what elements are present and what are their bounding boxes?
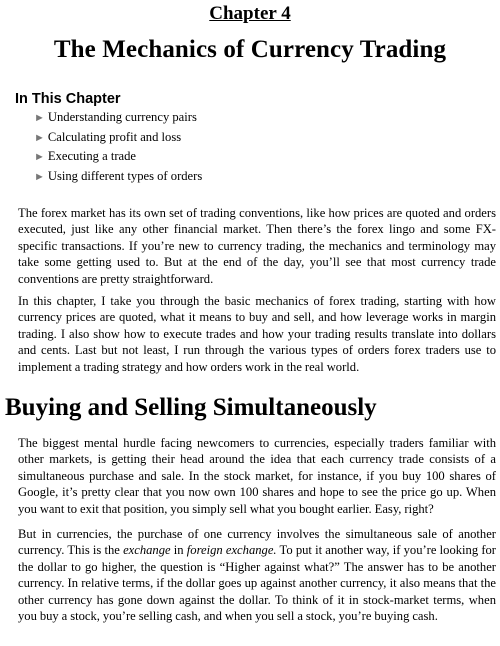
list-item bbox=[34, 147, 202, 167]
list-item bbox=[34, 128, 202, 148]
chapter-title: The Mechanics of Currency Trading bbox=[53, 36, 447, 63]
section-heading: Buying and Selling Simultaneously bbox=[5, 394, 377, 421]
right-triangle-arrow-icon: ► bbox=[34, 170, 45, 183]
text-span: To put it another way, if you’re looking for the dollar to go higher, the question is “Higher against what?” The answer has to be another currency. In relative terms, if the dollar goes up against another currency, it also means that the other currency has gone down against the dollar. To think of it in stock-market terms, when you buy a stock, you’re selling cash, and when you sell a stock, you’re buying cash. bbox=[18, 543, 496, 624]
right-triangle-arrow-icon: ► bbox=[34, 131, 45, 144]
list-item-label: Understanding currency pairs bbox=[47, 110, 197, 124]
intro-paragraph-1: The forex market has its own set of trading conventions, like how prices are quoted and orders executed, just like any other financial market. Then there’s the forex lingo and some FX-specific transactions. If you’re new to currency trading, the mechanics and terminology may take some getting used to. But at the end of the day, you’ll see that most currency trade conventions are pretty straightforward. bbox=[18, 206, 496, 286]
list-item-label: Using different types of orders bbox=[47, 168, 203, 183]
emphasis-foreign-exchange: foreign exchange. bbox=[186, 543, 277, 558]
text-span: in bbox=[170, 543, 187, 558]
emphasis-exchange: exchange bbox=[123, 543, 171, 558]
intro-paragraph-2: In this chapter, I take you through the basic mechanics of forex trading, starting with how currency prices are quoted, what it means to buy and sell, and how leverage works in margin trading. I also show how to execute trades and how your trading results translate into dollars and cents. Last but not least, I run through the various types of orders forex traders use to implement a trading strategy and how orders work in the real world. bbox=[18, 294, 496, 374]
list-item-label: Executing a trade bbox=[47, 149, 137, 164]
text-span: But in currencies, the purchase of one currency involves the simultaneous sale of another currency. This is the bbox=[18, 527, 496, 558]
list-item bbox=[34, 108, 202, 128]
right-triangle-arrow-icon: ► bbox=[34, 151, 45, 164]
section-paragraph-1: The biggest mental hurdle facing newcomers to currencies, especially traders familiar with other markets, is getting their head around the idea that each currency trade consists of a simultaneous purchase and sale. In the stock market, for instance, if you buy 100 shares of Google, it’s pretty clear that you now own 100 shares and hope to see the price go up. When you want to exit that position, you simply sell what you bought earlier. Easy, right? bbox=[18, 436, 496, 516]
in-this-chapter-heading: In This Chapter bbox=[15, 91, 121, 107]
chapter-number: Chapter 4 bbox=[209, 3, 291, 24]
list-item bbox=[34, 167, 202, 187]
right-triangle-arrow-icon: ► bbox=[34, 112, 45, 124]
section-paragraph-2 bbox=[18, 526, 496, 624]
chapter-topics-list bbox=[34, 108, 202, 186]
list-item-label: Calculating profit and loss bbox=[47, 129, 182, 144]
